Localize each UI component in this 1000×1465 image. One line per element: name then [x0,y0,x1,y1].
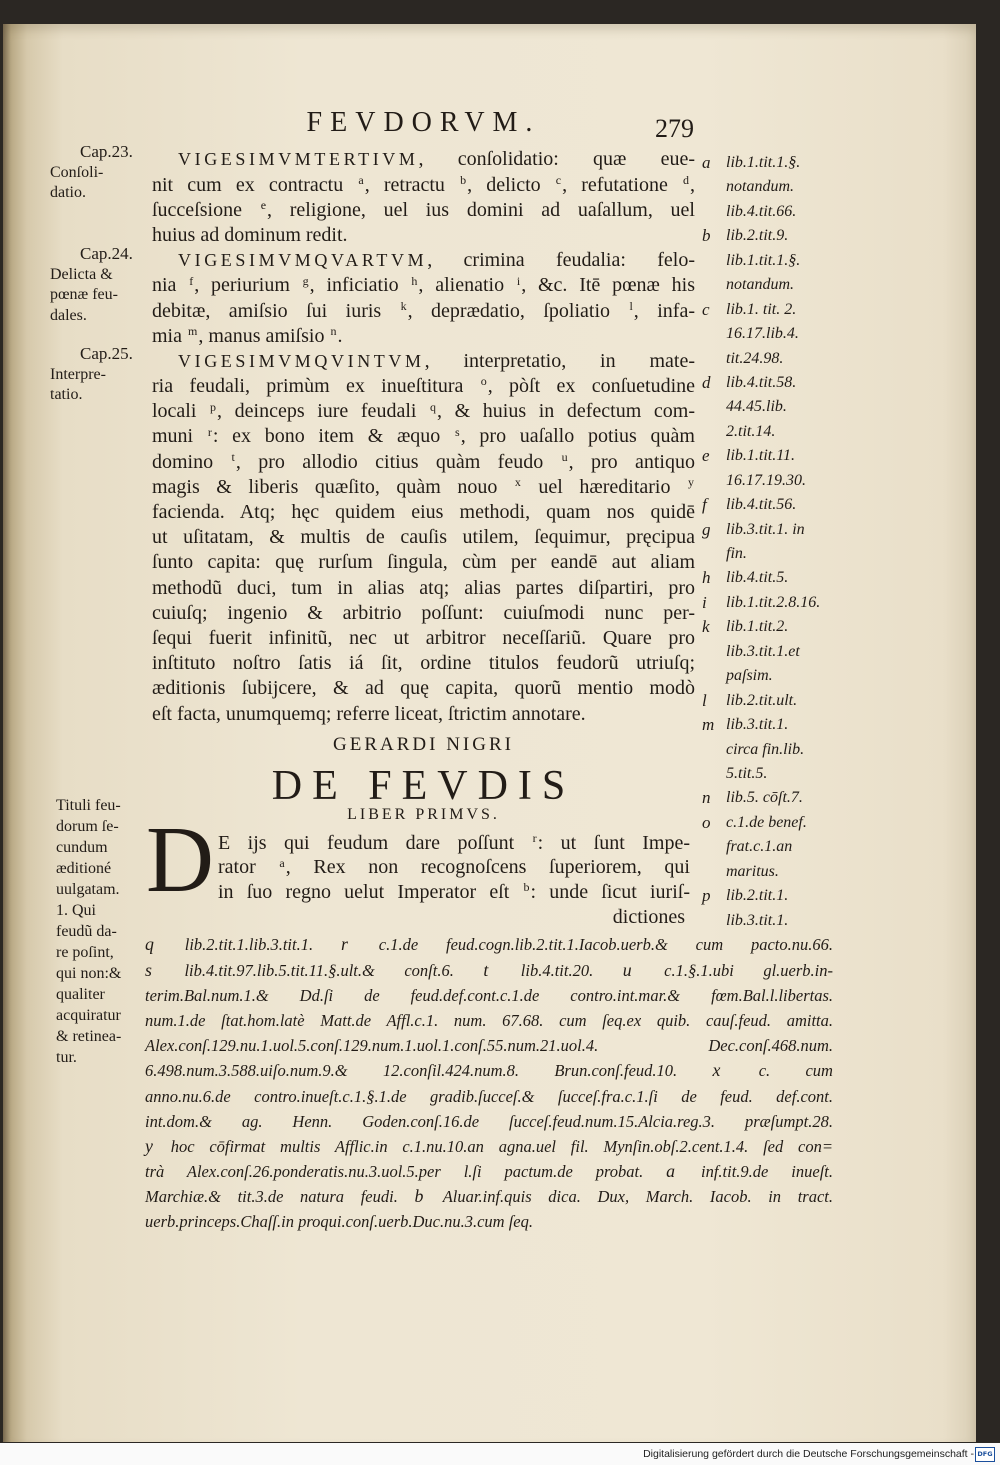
text-run: lib.2.tit.1.lib.3.tit.1. [156,935,341,955]
text-line [152,676,695,701]
footnote-letter: q [145,934,154,955]
citation-letter: o [702,812,711,832]
footnote-line [145,958,833,983]
footnote-line [145,1159,833,1184]
citation-line [700,786,850,810]
footnote-reference: r [207,424,212,439]
text-run: num.1.de ſtat.hom.latè Matt.de Affl.c.1. num. 67.68. cum ſeq.ex quib. cauſ.feud. amitta. [145,1010,833,1030]
margin-note-line: Delicta & [50,265,113,283]
citation-text: 16.17.lib.4. [726,325,799,343]
citation-line [700,347,850,371]
citation-text: lib.5. cōſt.7. [726,789,803,807]
text-run: rator [218,856,279,879]
citation-text: 5.tit.5. [726,764,768,782]
text-run: 6.498.num.3.588.uiſo.num.9.& 12.conſil.424.num.8. Brun.conſ.feud.10. [145,1061,713,1081]
text-line [152,525,695,550]
text-line [152,173,695,198]
text-run: domino [152,450,231,473]
citation-text: lib.3.tit.1.et [726,642,800,660]
footnote-reference: f [189,273,194,288]
citation-text: paſsim. [726,667,773,685]
footnote-letter: t [483,959,489,980]
footnote-reference: t [231,450,235,465]
funding-credit: Digitalisierung gefördert durch die Deutsche Forschungsgemeinschaft - [643,1448,974,1460]
text-run: mia [152,324,187,347]
footnote-reference: i [516,273,521,288]
citation-line [700,835,850,859]
footnote-letter: b [414,1186,424,1207]
text-run: , pro allodio citius quàm feudo [235,450,561,473]
text-run: eſt facta, unumquemq; referre liceat, ſtrictim annotare. [152,702,586,725]
text-run: ſequi fuerit infinitũ, nec ut arbitror neceſſariũ. Quare pro [152,626,695,649]
text-run: , crimina feudalia: felo- [427,249,695,272]
margin-note-line: re poſint, [56,944,114,961]
text-run: facienda. Atq; hęc quidem eius methodi, quam nos quidē [152,501,695,524]
text-run: E ijs qui feudum dare poſſunt [218,831,532,854]
text-line [152,248,695,273]
text-line [152,424,695,449]
text-run: . [337,324,343,347]
text-run: muni [152,425,207,448]
citation-text: lib.1.tit.2. [726,618,789,636]
text-run: æditionis ſubijcere, & ad quę capita, quorũ mentio modò [152,677,695,700]
text-run: , deprædatio, ſpoliatio [407,299,629,322]
text-line [218,880,690,905]
citation-letter: e [702,446,710,466]
text-line [218,831,690,856]
citation-line [700,298,850,322]
citation-text: lib.1.tit.1.§. [726,154,801,171]
text-run: nia [152,274,189,297]
text-line [152,273,695,298]
footnote-reference: p [210,399,217,414]
drop-cap: D [146,808,214,912]
text-line [152,500,695,525]
text-line [152,374,695,399]
text-run: , inficiatio [309,274,411,297]
citation-letter: c [702,299,710,319]
footnote-reference: b [523,880,530,895]
citation-text: lib.1.tit.11. [726,447,796,465]
margin-note-chapter-25 [50,344,148,406]
text-run: hoc cōfirmat multis Afflic.in c.1.nu.10.an agna.uel fil. Mynſin.obſ.2.cent.1.4. ſed con= [155,1136,833,1156]
text-line [152,550,695,575]
text-run: , [690,173,695,196]
footnote-reference: a [358,172,364,187]
margin-note-line: datio. [50,184,86,201]
footer-bar [0,1443,1000,1465]
footnote-line [145,1033,833,1058]
citation-line [700,640,850,664]
margin-note-line: 1. Qui [56,902,96,919]
footnote-reference: l [629,298,633,313]
citation-letter: n [702,788,711,808]
citation-text: tit.24.98. [726,349,784,367]
text-run: , infa- [633,299,695,322]
text-line [152,147,695,172]
text-run: ut uſitatam, & multis de cauſis utilem, ſequimur, pręcipua [152,526,695,549]
text-run: uel hæreditario [521,475,687,498]
citation-letter: a [702,153,711,172]
footnote-reference: g [302,273,309,288]
citation-line [700,371,850,395]
chapter-text [218,831,690,905]
text-run: Aluar.inf.quis dica. Dux, March. Iacob. in tract. [426,1187,833,1207]
footnote-line [145,1184,833,1209]
citation-line [700,615,850,639]
text-run: c.1.de feud.cogn.lib.2.tit.1.Iacob.uerb.& cum pacto.nu.66. [350,935,834,955]
margin-note-line: Cap.25. [80,344,133,363]
footnote-reference: b [460,172,467,187]
margin-note-line: qui non:& [56,965,122,982]
text-line [152,349,695,374]
section-lead-caps: VIGESIMVMQVINTVM [178,350,425,371]
citation-text: lib.2.tit.9. [726,227,789,245]
footnote-reference: d [683,172,689,187]
citation-letter: h [702,568,711,588]
text-run: , periurium [194,274,302,297]
citation-line [700,860,850,884]
citation-line [700,664,850,688]
text-run: , & huius in defectum com- [437,400,695,423]
text-run: ria feudali, primùm ex inueſtitura [152,375,480,398]
margin-note-chapter-23 [50,142,148,204]
footnote-letter: r [340,934,348,955]
footnote-line [145,1134,833,1159]
margin-note-line: Cap.23. [80,142,133,161]
margin-note-line: qualiter [56,986,105,1003]
margin-note-line: Interpre- [50,365,106,383]
footnote-line [145,1084,833,1109]
citation-text: fin. [726,545,747,562]
footnote-reference: q [430,399,437,414]
text-run: huius ad dominum redit. [152,223,348,246]
text-run: , pro uaſallo potius quàm [460,425,695,448]
margin-note-line: tatio. [50,386,83,403]
citation-line [700,224,850,248]
text-run: debitæ, amiſsio ſui iuris [152,299,400,322]
text-line [152,601,695,626]
text-run: , pro antiquo [568,450,695,473]
footnote-letter: u [622,959,632,980]
citation-text: lib.4.tit.56. [726,496,797,514]
citation-line [700,493,850,517]
citation-line [700,909,850,933]
text-run: , interpretatio, in mate- [424,349,695,372]
citation-line [700,738,850,762]
text-run: c. cum [723,1061,833,1081]
main-text [152,147,695,726]
footnote-letter: x [712,1060,721,1081]
citation-line [700,420,850,444]
footnote-reference: u [561,450,568,465]
citation-line [700,762,850,786]
citation-line [700,151,850,175]
citation-line [700,469,850,493]
citation-text: lib.3.tit.1. [726,911,789,929]
text-run: , retractu [364,173,460,196]
text-run: , &c. Itē pœnæ his [521,274,695,297]
text-run: int.dom.& ag. Henn. Goden.conſ.16.de ſucceſ.feud.num.15.Alcia.reg.3. præſumpt.28. [145,1111,833,1131]
citation-text: notandum. [726,276,794,294]
citation-line [700,395,850,419]
citation-line [700,542,850,566]
citation-line [700,249,850,273]
margin-note-line: dorum ſe- [56,818,119,835]
citation-text: lib.2.tit.ult. [726,691,798,709]
text-run: cuiuſq; ingenio & arbitrio poſſunt: cuiuſmodi nunc per- [152,601,695,624]
citation-text: lib.2.tit.1. [726,887,789,905]
footnote-line [145,932,833,957]
text-run: : unde ſicut iuriſ- [530,880,690,903]
text-run: , alienatio [418,274,516,297]
text-run: , pòſt ex conſuetudine [487,375,695,398]
text-run: , manus amiſsio [198,324,330,347]
margin-note-chapter-24 [50,244,148,326]
text-run: methodũ duci, tum in alias atq; alias partes diſpartiri, pro [152,576,695,599]
margin-note-line: cundum [56,839,108,856]
text-run: , conſolidatio: quæ eue- [418,148,695,171]
margin-note-line: Cap.24. [80,244,133,263]
footnote-reference: a [279,855,285,870]
footnote-letter: s [145,959,152,980]
citation-text: lib.3.tit.1. [726,716,789,734]
footnote-line [145,983,833,1008]
text-run: inſtituto noſtro ſatis iá ſit, ordine titulos feudorũ utriuſq; [152,652,695,675]
text-run: inf.tit.9.de inueſt. [678,1162,833,1182]
citation-text: lib.1.tit.1.§. [726,251,801,269]
text-run: terim.Bal.num.1.& Dd.ſi de feud.def.cont.c.1.de contro.int.mar.& fœm.Bal.l.libertas. [145,985,833,1005]
text-run: Marchiæ.& tit.3.de natura feudi. [145,1187,415,1207]
footnote-line [145,1008,833,1033]
citation-text: lib.1. tit. 2. [726,300,797,318]
book-subtitle: LIBER PRIMVS. [347,806,500,823]
citation-letter: g [702,519,711,539]
citation-line [700,322,850,346]
margin-note-line: æditioné [56,860,112,877]
text-run: in ſuo regno uelut Imperator eſt [218,880,523,903]
citation-text: 44.45.lib. [726,398,787,416]
text-line [152,576,695,601]
citation-letter: f [702,495,707,515]
margin-note-line: tur. [56,1049,77,1066]
margin-note-line: uulgatam. [56,881,120,898]
margin-note-line: & retinea- [56,1028,122,1045]
footnote-reference: x [514,475,521,490]
citation-text: c.1.de benef. [726,813,807,831]
text-run: : ut ſunt Impe- [537,831,690,854]
footnote-reference: e [260,198,267,213]
footnote-reference: m [188,324,198,339]
marginal-citations [700,151,850,933]
footnote-reference: n [330,324,337,339]
citation-letter: d [702,372,711,392]
text-run: lib.4.tit.20. [491,960,623,980]
citation-text: maritus. [726,862,779,880]
footnote-letter: a [666,1161,676,1182]
margin-note-line: dales. [50,306,87,324]
text-line [152,626,695,651]
footnote-reference: o [480,374,487,389]
running-head: FEVDORVM. [306,107,541,138]
text-line [152,223,695,248]
citation-letter: i [702,592,707,612]
margin-note-line: pœnæ feu- [50,286,118,303]
text-line [152,198,695,223]
author-heading: GERARDI NIGRI [333,734,514,755]
footnote-reference: s [455,424,460,439]
text-run: , religione, uel ius domini ad uaſallum, uel [267,198,695,221]
citation-line [700,811,850,835]
section-lead-caps: VIGESIMVMQVARTVM [178,250,428,271]
catchword: dictiones [612,906,685,928]
margin-note-line: Tituli feu- [56,797,121,814]
citation-line [700,518,850,542]
footnote-reference: h [411,273,418,288]
dfg-logo-icon: DFG [975,1447,995,1462]
text-line [152,399,695,424]
text-line [152,450,695,475]
page-number: 279 [655,114,694,143]
text-line [152,475,695,500]
text-line [152,299,695,324]
citation-text: frat.c.1.an [726,838,793,856]
footnote-reference: k [400,298,407,313]
margin-note-line: acquiratur [56,1007,121,1024]
citation-text: lib.4.tit.5. [726,569,789,587]
text-run: nit cum ex contractu [152,173,358,196]
margin-note-titles [56,795,154,1068]
citation-line [700,273,850,297]
citation-text: 16.17.19.30. [726,471,806,489]
citation-letter: b [702,226,711,246]
text-run: , Rex non recognoſcens ſuperiorem, qui [285,856,690,879]
text-line [152,702,695,727]
footnote-line [145,1209,833,1234]
citation-text: lib.1.tit.2.8.16. [726,593,821,611]
text-run: : ex bono item & æquo [212,425,455,448]
citation-line [700,200,850,224]
book-title: DE FEVDIS [271,763,576,809]
text-line [152,324,695,349]
text-run: lib.4.tit.97.lib.5.tit.11.§.ult.& conſt.6. [154,960,484,980]
text-run: ſunto capita: quę rurſum ſingula, cùm per eandē aut aliam [152,551,695,574]
section-lead-caps: VIGESIMVMTERTIVM [178,149,419,170]
text-run: , deinceps iure feudali [217,400,430,423]
text-run: locali [152,400,210,423]
margin-note-line: feudũ da- [56,923,117,940]
text-run: , refutatione [562,173,682,196]
footnote-letter: y [145,1135,153,1156]
citation-text: circa fin.lib. [726,740,805,758]
citation-line [700,713,850,737]
footnote-reference: c [555,172,562,187]
text-run: trà Alex.conſ.26.ponderatis.nu.3.uol.5.per l.ſi pactum.de probat. [145,1162,667,1182]
text-run: uerb.princeps.Chaſſ.in proqui.conſ.uerb.Duc.nu.3.cum ſeq. [145,1212,534,1232]
footnote-reference: y [688,475,694,490]
citation-line [700,689,850,713]
citation-line [700,444,850,468]
margin-note-line: Conſoli- [50,163,104,181]
citation-text: notandum. [726,178,794,196]
citation-line [700,175,850,199]
text-run: magis & liberis quæſito, quàm nouo [152,475,514,498]
citation-line [700,566,850,590]
citation-letter: p [702,886,711,906]
citation-letter: l [702,690,707,710]
footnotes [145,932,833,1234]
citation-text: lib.4.tit.66. [726,202,797,220]
footnote-line [145,1109,833,1134]
citation-letter: m [702,715,715,735]
text-run: anno.nu.6.de contro.inueſt.c.1.§.1.de gradib.ſucceſ.& ſucceſ.fra.c.1.ſi de feud. def.cont. [145,1086,833,1106]
text-run: , delicto [467,173,555,196]
citation-text: lib.3.tit.1. in [726,520,805,538]
citation-text: lib.4.tit.58. [726,373,797,391]
text-run: Alex.conſ.129.nu.1.uol.5.conſ.129.num.1.uol.1.conſ.55.num.21.uol.4. Dec.conſ.468.num. [145,1036,833,1056]
citation-line [700,884,850,908]
text-line [218,855,690,880]
text-run: c.1.§.1.ubi gl.uerb.in- [634,960,833,980]
text-run: ſucceſsione [152,198,260,221]
text-line [152,651,695,676]
footnote-line [145,1058,833,1083]
citation-letter: k [702,617,710,637]
citation-line [700,591,850,615]
footnote-reference: r [532,830,537,845]
citation-text: 2.tit.14. [726,422,776,440]
